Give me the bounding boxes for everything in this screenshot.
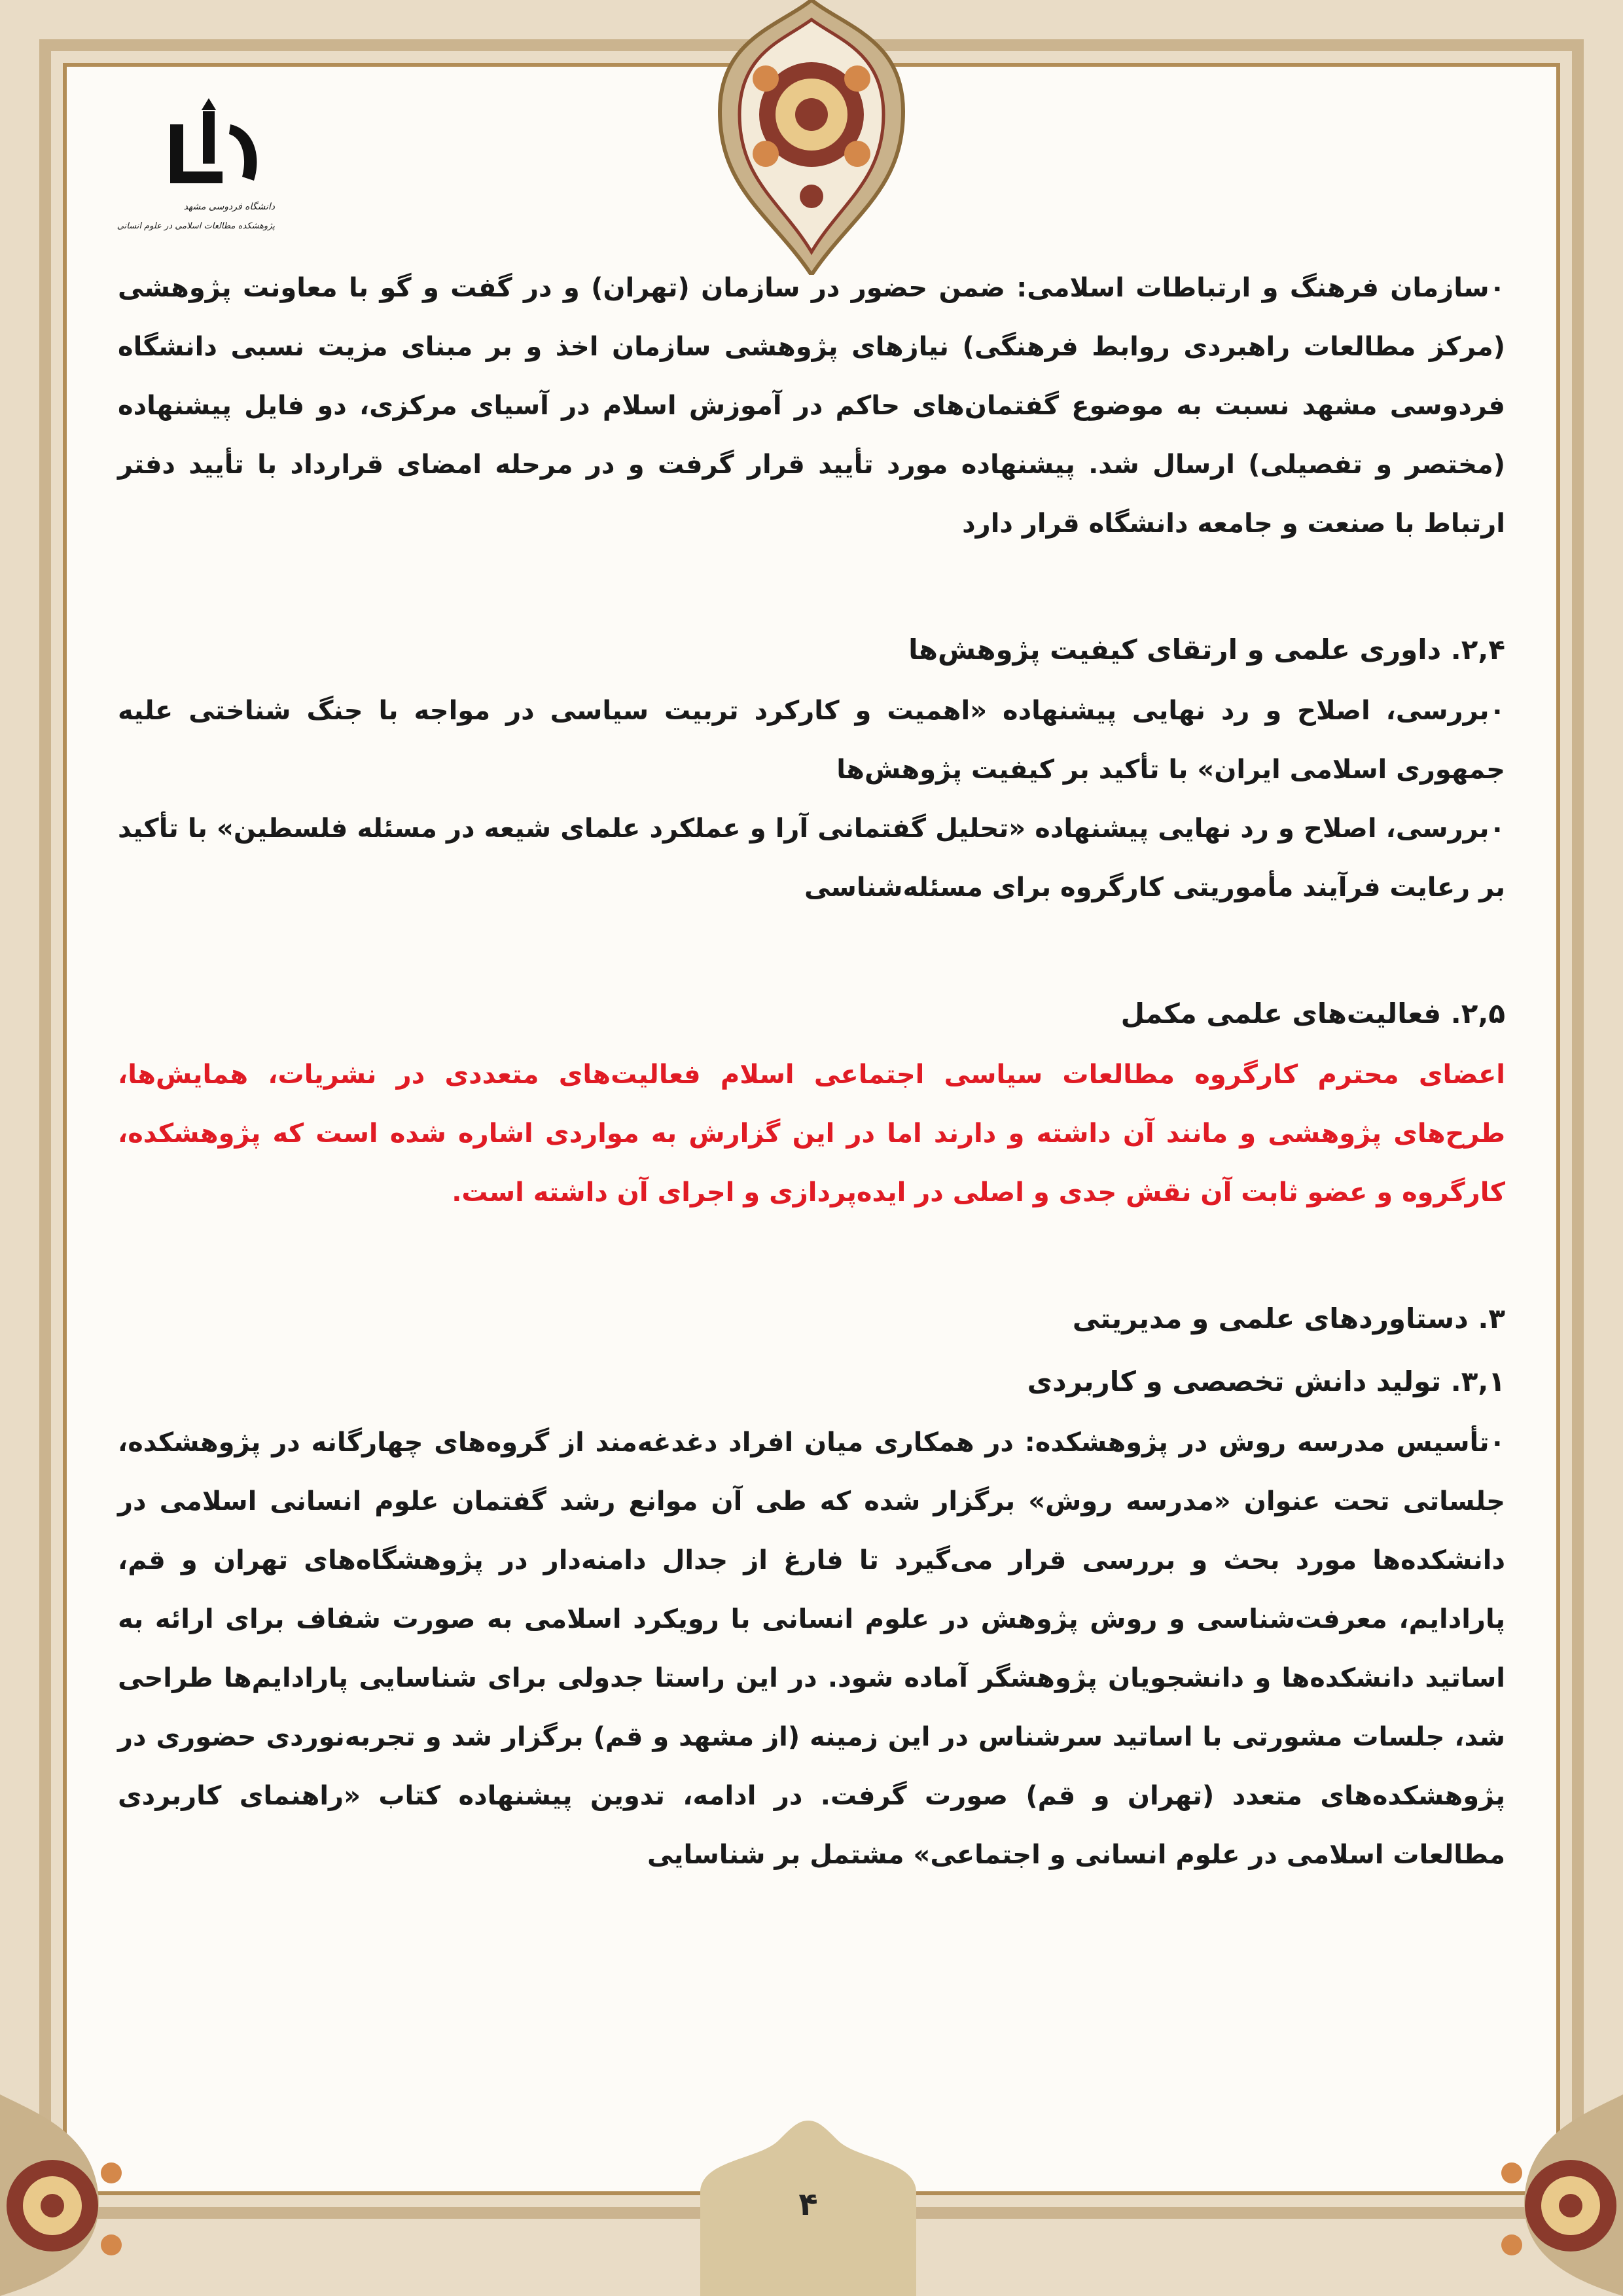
bottom-left-corner-ornament xyxy=(0,2094,183,2296)
page-number: ۴ xyxy=(798,2186,818,2223)
heading-section-2-4: ۲,۴. داوری علمی و ارتقای کیفیت پژوهش‌ها xyxy=(908,634,1505,666)
heading-section-3-1: ۳,۱. تولید دانش تخصصی و کاربردی xyxy=(1027,1365,1505,1397)
paragraph-review-palestine-discourse: ۰بررسی، اصلاح و رد نهایی پیشنهاده «تحلیل گفتمانی آرا و عملکرد علمای شیعه در مسئله فلسطین» با تأکید بر رعایت فرآیند مأموریتی کارگروه برای مسئله‌شناسی xyxy=(118,814,1505,903)
document-body xyxy=(118,259,1505,1884)
paragraph-review-political-education: ۰بررسی، اصلاح و رد نهایی پیشنهاده «اهمیت و کارکرد تربیت سیاسی در مواجه با جنگ شناختی علیه جمهوری اسلامی ایران» با تأکید بر کیفیت پژوهش‌ها xyxy=(118,696,1505,785)
logo-text-institute: پژوهشکده مطالعات اسلامی در علوم انسانی xyxy=(116,221,275,231)
paragraph-complementary-activities-highlight: اعضای محترم کارگروه مطالعات سیاسی اجتماعی اسلام فعالیت‌های متعددی در نشریات، همایش‌ها، طرح‌های پژوهشی و مانند آن داشته و دارند اما در این گزارش به مواردی اشاره شده است که پژوهشکده، کارگروه و عضو ثابت آن نقش جدی و اصلی در ایده‌پردازی و اجرای آن داشته است. xyxy=(118,1060,1505,1208)
section-gap xyxy=(118,917,1505,982)
logo-emblem-icon xyxy=(144,98,275,203)
paragraph-method-school: ۰تأسیس مدرسه روش در پژوهشکده: در همکاری میان افراد دغدغه‌مند از گروه‌های چهارگانه در پژوهشکده، جلساتی تحت عنوان «مدرسه روش» برگزار شده که طی آن موانع رشد گفتمان علوم انسانی اسلامی در دانشکده‌ها مورد بحث و بررسی قرار می‌گیرد تا فارغ از جدال دامنه‌دار در پژوهشگاه‌های تهران و قم، پارادایم، معرفت‌شناسی و روش پژوهش در علوم انسانی با رویکرد اسلامی به صورت شفاف برای ارائه به اساتید دانشکده‌ها و دانشجویان پژوهشگر آماده شود. در این راستا جدولی برای شناسایی پارادایم‌ها طراحی شد، جلسات مشورتی با اساتید سرشناس در این زمینه (از مشهد و قم) برگزار شد و تجربه‌نوردی حضوری در پژوهشکده‌های متعدد (تهران و قم) صورت گرفت. در ادامه، تدوین پیشنهاده کتاب «راهنمای کاربردی مطالعات اسلامی در علوم انسانی و اجتماعی» مشتمل بر شناسایی xyxy=(118,1427,1505,1870)
section-gap xyxy=(118,553,1505,619)
bottom-right-corner-ornament xyxy=(1440,2094,1623,2296)
heading-section-2-5: ۲,۵. فعالیت‌های علمی مکمل xyxy=(1120,997,1505,1030)
logo-text-university: دانشگاه فردوسی مشهد xyxy=(183,202,275,212)
university-logo xyxy=(98,98,281,249)
section-gap xyxy=(118,1222,1505,1287)
paragraph-culture-organization: ۰سازمان فرهنگ و ارتباطات اسلامی: ضمن حضور در سازمان (تهران) و در گفت و گو با معاونت پژوهشی (مرکز مطالعات راهبردی روابط فرهنگی) نیازهای پژوهشی سازمان اخذ و بر مبنای مزیت نسبی دانشگاه فردوسی مشهد نسبت به موضوع گفتمان‌های حاکم در آموزش اسلام در آسیای مرکزی، دو فایل پیشنهاده (مختصر و تفصیلی) ارسال شد. پیشنهاده مورد تأیید قرار گرفت و در مرحله امضای قرارداد با تأیید دفتر ارتباط با صنعت و جامعه دانشگاه قرار دارد xyxy=(118,273,1505,539)
heading-section-3: ۳. دستاوردهای علمی و مدیریتی xyxy=(1072,1302,1505,1335)
top-medallion-ornament xyxy=(694,0,929,275)
